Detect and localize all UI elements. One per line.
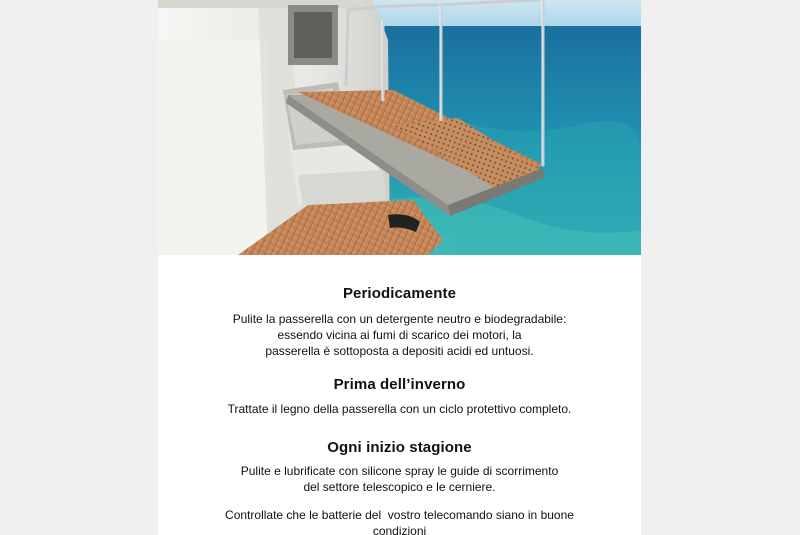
yacht-gangway-image [158,0,641,255]
text-line: Trattate il legno della passerella con un ciclo protettivo completo. [227,402,572,416]
text-line: Pulite e lubrificate con silicone spray le guide di scorrimento [240,464,559,478]
section-text-season-start [158,463,641,495]
section-heading-before-winter: Prima dell’inverno [333,376,466,393]
section-heading-periodic: Periodicamente [342,285,457,302]
hero-photo-passerelle [158,0,641,255]
text-line: Controllate che le batterie del vostro telecomando siano in buone [225,508,574,522]
section-text-battery-check [158,507,641,535]
section-text-before-winter [158,401,641,417]
text-line: essendo vicina ai fumi di scarico dei motori, la [277,328,522,342]
text-line: condizioni [372,524,427,535]
section-heading-season-start: Ogni inizio stagione [327,439,472,456]
document-page [158,0,641,535]
section-text-periodic [158,311,641,359]
text-line: del settore telescopico e le cerniere. [303,480,496,494]
text-line: passerella è sottoposta a depositi acidi ed untuosi. [265,344,534,358]
text-line: Pulite la passerella con un detergente neutro e biodegradabile: [232,312,567,326]
